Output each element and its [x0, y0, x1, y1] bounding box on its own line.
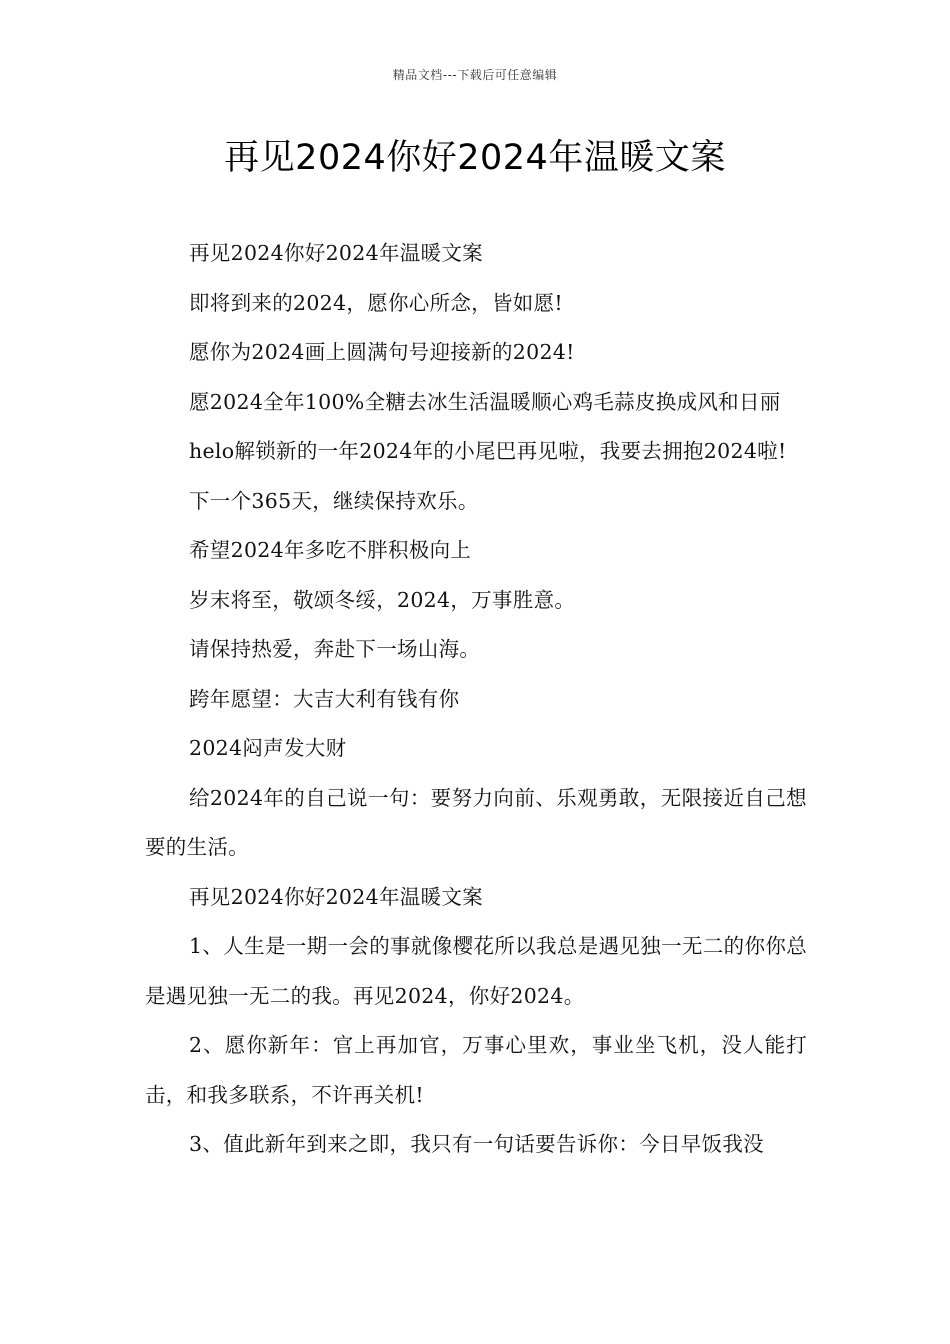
paragraph: 愿2024全年100%全糖去冰生活温暖顺心鸡毛蒜皮换成风和日丽	[189, 389, 781, 414]
document-body	[145, 229, 807, 1170]
paragraph: 2、愿你新年：官上再加官，万事心里欢，事业坐飞机，没人能打击，和我多联系，不许再关机!	[145, 1033, 807, 1107]
paragraph: 即将到来的2024，愿你心所念，皆如愿!	[189, 290, 563, 315]
paragraph: 愿你为2024画上圆满句号迎接新的2024!	[189, 340, 575, 364]
paragraph: 希望2024年多吃不胖积极向上	[189, 538, 472, 562]
paragraph: 下一个365天，继续保持欢乐。	[189, 488, 479, 513]
paragraph: 1、人生是一期一会的事就像樱花所以我总是遇见独一无二的你你总是遇见独一无二的我。再见2024，你好2024。	[145, 934, 807, 1008]
paragraph: 给2024年的自己说一句：要努力向前、乐观勇敢，无限接近自己想要的生活。	[145, 785, 807, 859]
paragraph: 再见2024你好2024年温暖文案	[189, 884, 483, 909]
paragraph: 跨年愿望：大吉大利有钱有你	[189, 686, 460, 711]
paragraph: 3、值此新年到来之即，我只有一句话要告诉你：今日早饭我没	[189, 1132, 764, 1156]
paragraph: 2024闷声发大财	[189, 736, 347, 760]
page-header-note: 精品文档---下载后可任意编辑	[392, 68, 558, 82]
document-title: 再见2024你好2024年温暖文案	[224, 138, 726, 178]
paragraph: helo解锁新的一年2024年的小尾巴再见啦，我要去拥抱2024啦!	[189, 439, 787, 463]
paragraph: 请保持热爱，奔赴下一场山海。	[189, 637, 481, 661]
paragraph: 再见2024你好2024年温暖文案	[189, 241, 483, 265]
paragraph: 岁末将至，敬颂冬绥，2024，万事胜意。	[189, 587, 576, 612]
